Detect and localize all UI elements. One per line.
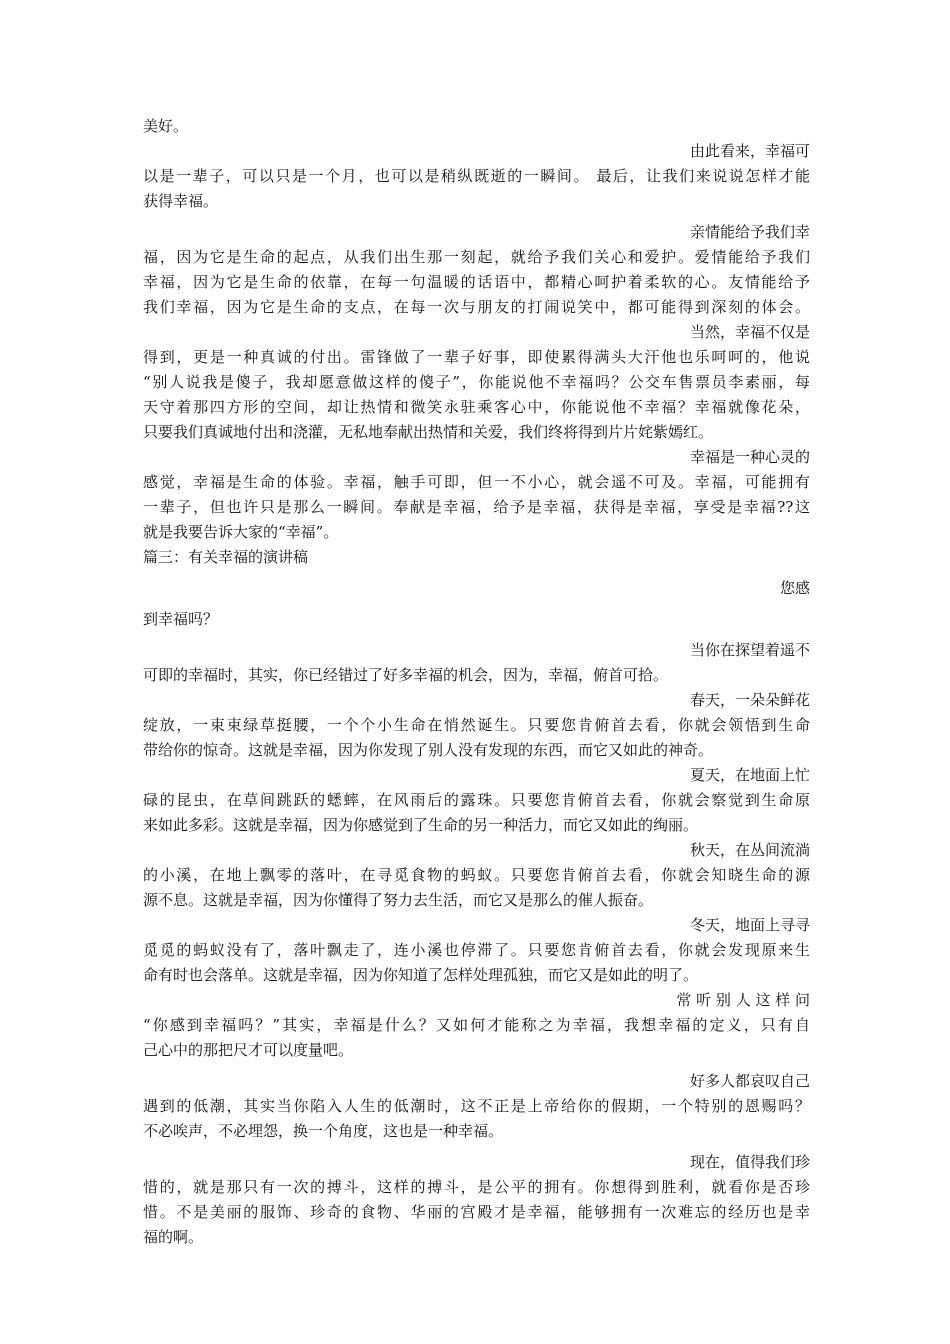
- text-line: 源不息。这就是幸福，因为你懂得了努力去生活，而它又是那么的催人振奋。: [143, 891, 654, 909]
- text-line: 一辈子，但也许只是那么一瞬间。奉献是幸福，给予是幸福，获得是幸福，享受是幸福??这: [143, 498, 810, 516]
- text-line: 您感: [779, 579, 810, 597]
- text-line: 当你在探望着遥不: [689, 641, 810, 659]
- text-line: 只要我们真诚地付出和浇灌，无私地奉献出热情和关爱，我们终将得到片片姹紫嫣红。: [143, 423, 714, 441]
- text-line: 的小溪，在地上飘零的落叶，在寻觅食物的蚂蚁。只要您肯俯首去看，你就会知晓生命的源: [143, 866, 810, 884]
- text-line: “你感到幸福吗？”其实，幸福是什么？又如何才能称之为幸福，我想幸福的定义，只有自: [143, 1016, 810, 1034]
- text-line: 美好。: [143, 117, 189, 135]
- text-line: 感觉，幸福是生命的体验。幸福，触手可即，但一不小心，就会遥不可及。幸福，可能拥有: [143, 473, 810, 491]
- text-line: 就是我要告诉大家的“幸福”。: [143, 523, 339, 541]
- text-line: 春天，一朵朵鲜花: [689, 691, 810, 709]
- document-body: [143, 114, 810, 1250]
- text-line: 幸福是一种心灵的: [689, 448, 810, 466]
- text-line: 遇到的低潮，其实当你陷入人生的低潮时，这不正是上帝给你的假期，一个特别的恩赐吗？: [143, 1097, 810, 1115]
- text-line: 冬天，地面上寻寻: [689, 916, 810, 934]
- text-line: “别人说我是傻子，我却愿意做这样的傻子”，你能说他不幸福吗？公交车售票员李素丽，每: [143, 373, 810, 391]
- text-line: 秋天，在丛间流淌: [689, 841, 810, 859]
- text-line: 由此看来，幸福可: [689, 142, 810, 160]
- text-line: 天守着那四方形的空间，却让热情和微笑永驻乘客心中，你能说他不幸福？幸福就像花朵，: [143, 398, 810, 416]
- text-line: 碌的昆虫，在草间跳跃的蟋蟀，在风雨后的露珠。只要您肯俯首去看，你就会察觉到生命原: [143, 791, 810, 809]
- text-line: 惜。不是美丽的服饰、珍奇的食物、华丽的宫殿才是幸福，能够拥有一次难忘的经历也是幸: [143, 1203, 810, 1221]
- text-line: 己心中的那把尺才可以度量吧。: [143, 1041, 354, 1059]
- text-line: 福，因为它是生命的起点，从我们出生那一刻起，就给予我们关心和爱护。爱情能给予我们: [143, 248, 810, 266]
- text-line: 不必唉声，不必埋怨，换一个角度，这也是一种幸福。: [143, 1122, 504, 1140]
- text-line: 幸福，因为它是生命的依靠，在每一句温暖的话语中，都精心呵护着柔软的心。友情能给予: [143, 273, 810, 291]
- text-line: 以是一辈子，可以只是一个月，也可以是稍纵既逝的一瞬间。 最后，让我们来说说怎样才能: [143, 167, 810, 185]
- text-line: 我们幸福，因为它是生命的支点，在每一次与朋友的打闹说笑中，都可能得到深刻的体会。: [143, 298, 810, 316]
- text-line: 夏天，在地面上忙: [689, 766, 810, 784]
- text-line: 绽放，一束束绿草挺腰，一个个小生命在悄然诞生。只要您肯俯首去看，你就会领悟到生命: [143, 716, 810, 734]
- text-line: 得到，更是一种真诚的付出。雷锋做了一辈子好事，即使累得满头大汗他也乐呵呵的，他说: [143, 348, 810, 366]
- text-line: 当然，幸福不仅是: [689, 323, 810, 341]
- text-line: 好多人都哀叹自己: [689, 1072, 810, 1090]
- text-line: 觅觅的蚂蚁没有了，落叶飘走了，连小溪也停滞了。只要您肯俯首去看，你就会发现原来生: [143, 941, 810, 959]
- text-line: 现在，值得我们珍: [689, 1153, 810, 1171]
- text-line: 亲情能给予我们幸: [689, 223, 810, 241]
- text-line: 来如此多彩。这就是幸福，因为你感觉到了生命的另一种活力，而它又如此的绚丽。: [143, 816, 699, 834]
- text-line: 福的啊。: [143, 1228, 204, 1246]
- text-line: 获得幸福。: [143, 192, 219, 210]
- text-line: 命有时也会落单。这就是幸福，因为你知道了怎样处理孤独，而它又是如此的明了。: [143, 966, 699, 984]
- text-line: 可即的幸福时，其实，你已经错过了好多幸福的机会，因为，幸福，俯首可拾。: [143, 666, 669, 684]
- text-line: 篇三：有关幸福的演讲稿: [143, 548, 309, 566]
- text-line: 带给你的惊奇。这就是幸福，因为你发现了别人没有发现的东西，而它又如此的神奇。: [143, 741, 714, 759]
- text-line: 到幸福吗？: [143, 610, 219, 628]
- text-line: 常 听 别 人 这 样 问: [676, 991, 810, 1009]
- text-line: 惜的，就是那只有一次的搏斗，这样的搏斗，是公平的拥有。你想得到胜利，就看你是否珍: [143, 1178, 810, 1196]
